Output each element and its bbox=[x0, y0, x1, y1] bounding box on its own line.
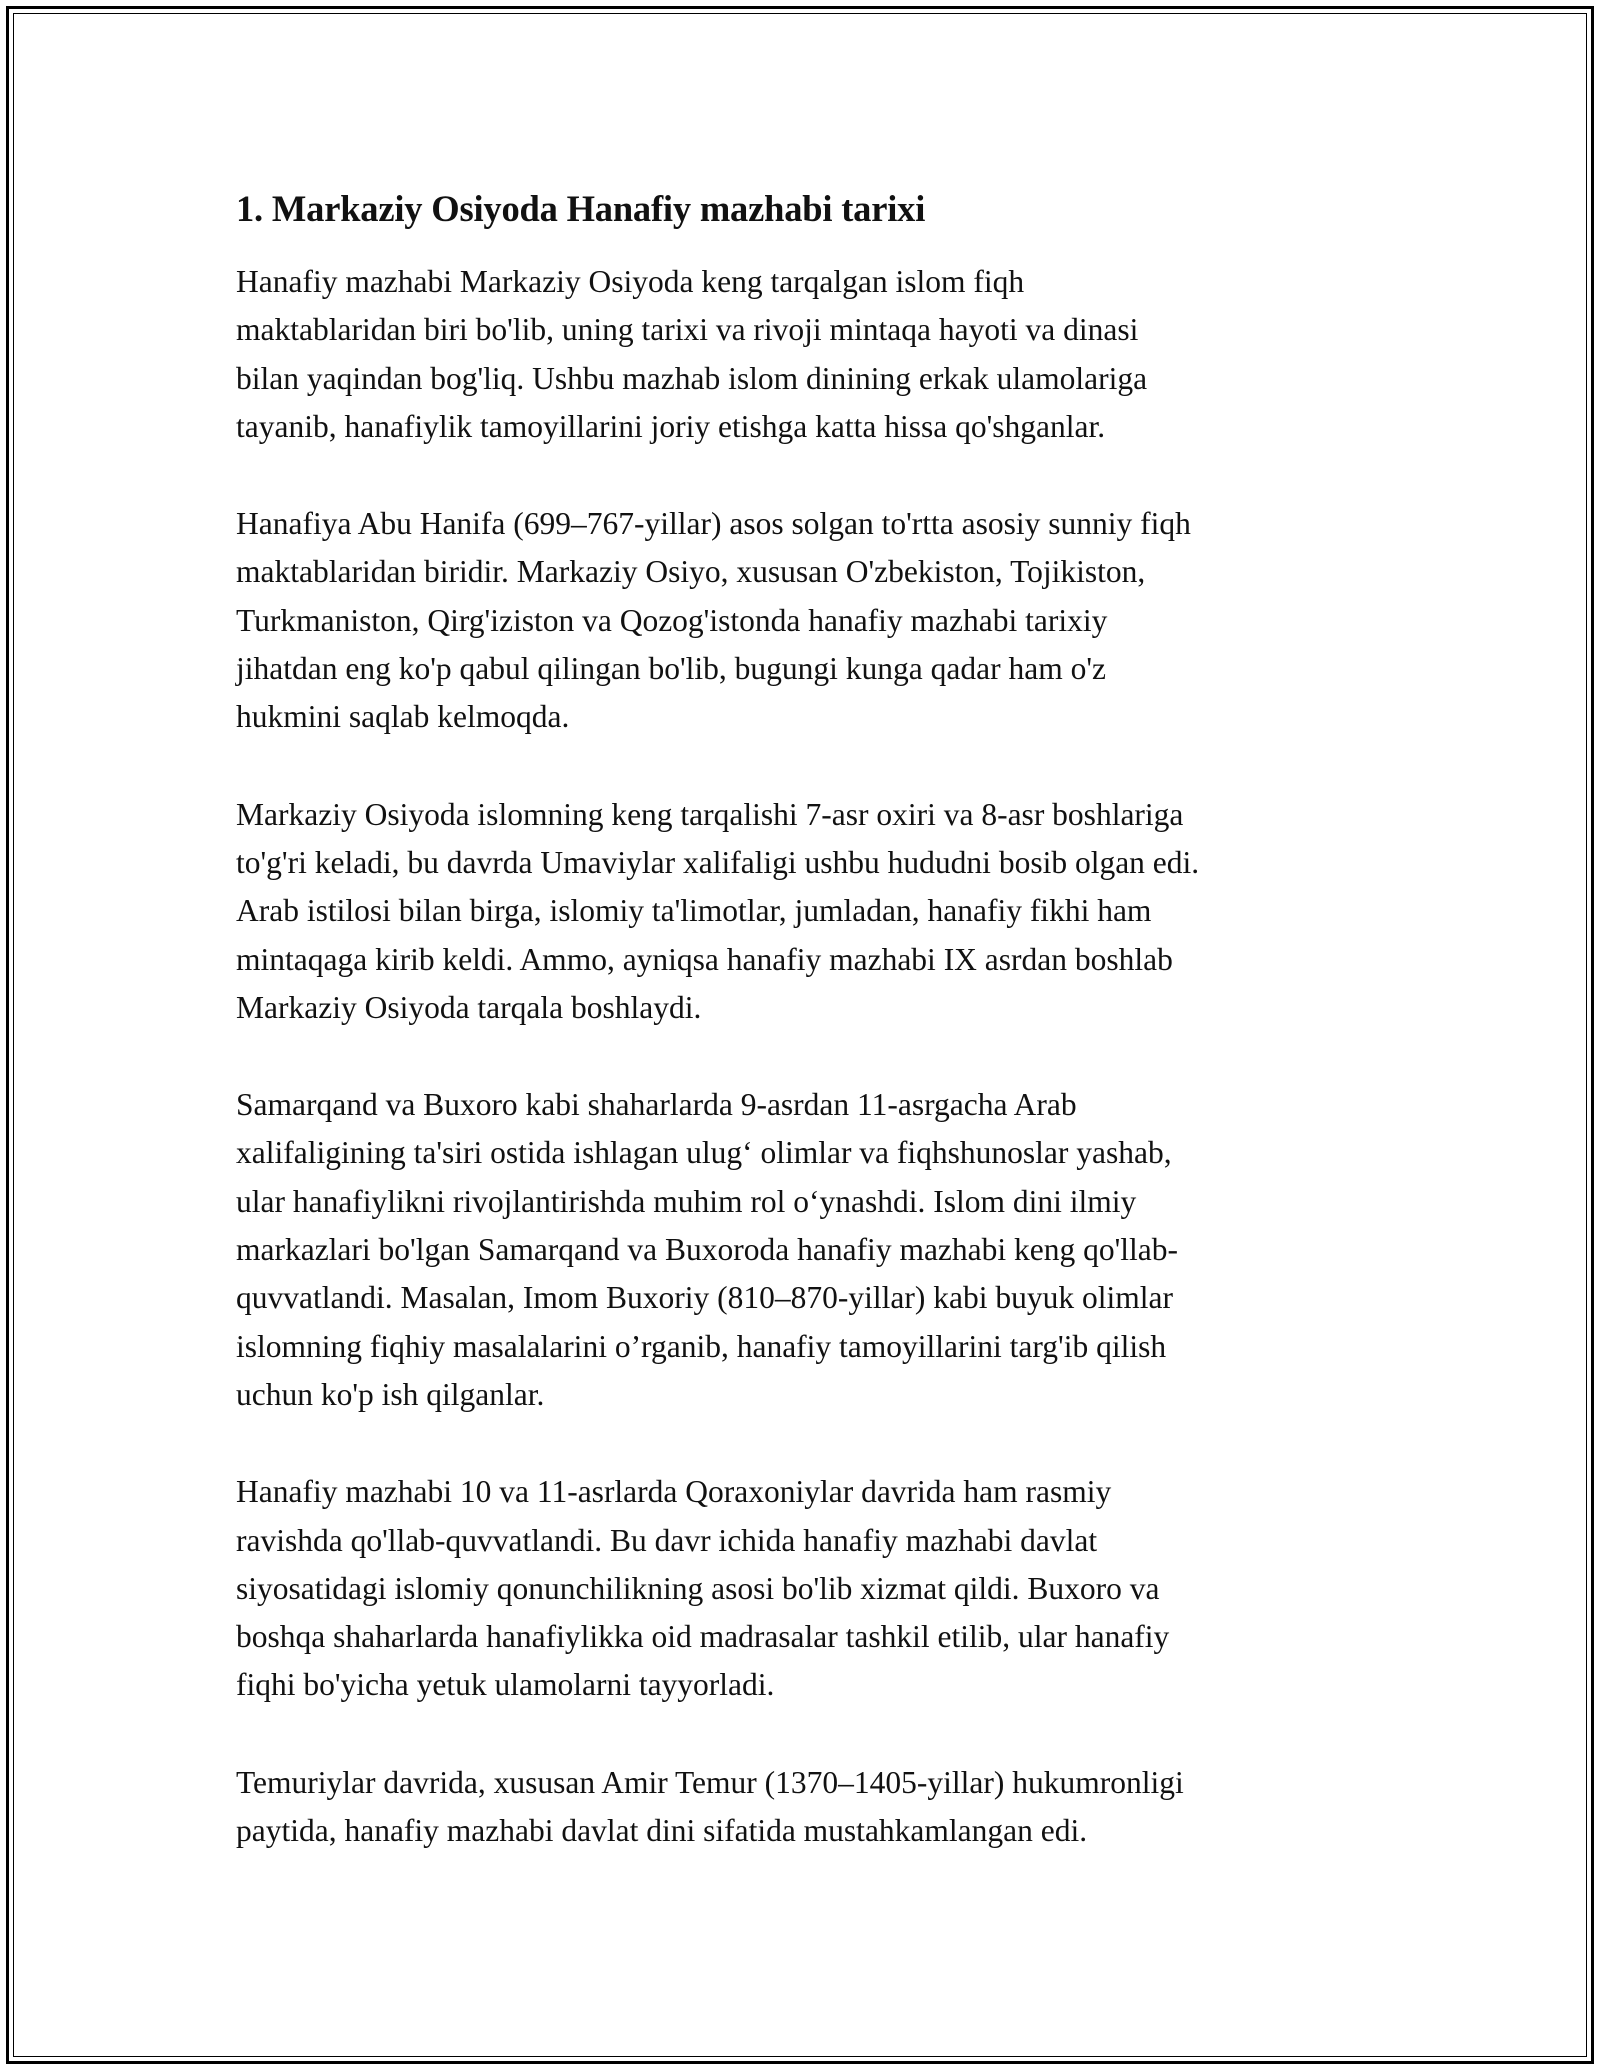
document-body bbox=[236, 186, 1366, 1855]
paragraph-5: Hanafiy mazhabi 10 va 11-asrlarda Qoraxoniylar davrida ham rasmiy ravishda qo'llab-quvvatlandi. Bu davr ichida hanafiy mazhabi davlat siyosatidagi islomiy qonunchilikning asosi bo'lib xizmat qildi. Buxoro va boshqa shaharlarda hanafiylikka oid madrasalar tashkil etilib, ular hanafiy fiqhi bo'yicha yetuk ulamolarni tayyorladi. bbox=[236, 1474, 1170, 1703]
paragraph-6: Temuriylar davrida, xususan Amir Temur (1370–1405-yillar) hukumronligi paytida, hanafiy mazhabi davlat dini sifatida mustahkamlangan edi. bbox=[236, 1764, 1184, 1849]
paragraph-3: Markaziy Osiyoda islomning keng tarqalishi 7-asr oxiri va 8-asr boshlariga to'g'ri keladi, bu davrda Umaviylar xalifaligi ushbu hududni bosib olgan edi. Arab istilosi bilan birga, islomiy ta'limotlar, jumladan, hanafiy fikhi ham mintaqaga kirib keldi. Ammo, ayniqsa hanafiy mazhabi IX asrdan boshlab Markaziy Osiyoda tarqala boshlaydi. bbox=[236, 796, 1200, 1025]
paragraph-1: Hanafiy mazhabi Markaziy Osiyoda keng tarqalgan islom fiqh maktablaridan biri bo'lib, uning tarixi va rivoji mintaqa hayoti va dinasi bilan yaqindan bog'liq. Ushbu mazhab islom dinining erkak ulamolariga tayanib, hanafiylik tamoyillarini joriy etishga katta hissa qo'shganlar. bbox=[236, 264, 1148, 444]
section-title: 1. Markaziy Osiyoda Hanafiy mazhabi tarixi bbox=[236, 188, 926, 229]
paragraph-4: Samarqand va Buxoro kabi shaharlarda 9-asrdan 11-asrgacha Arab xalifaligining ta'siri ostida ishlagan ulug‘ olimlar va fiqhshunoslar yashab, ular hanafiylikni rivojlantirishda muhim rol o‘ynashdi. Islom dini ilmiy markazlari bo'lgan Samarqand va Buxoroda hanafiy mazhabi keng qo'llab- quvvatlandi. Masalan, Imom Buxoriy (810–870-yillar) kabi buyuk olimlar islomning fiqhiy masalalarini o’rganib, hanafiy tamoyillarini targ'ib qilish uchun ko'p ish qilganlar. bbox=[236, 1087, 1179, 1412]
paragraph-2: Hanafiya Abu Hanifa (699–767-yillar) asos solgan to'rtta asosiy sunniy fiqh maktablaridan biridir. Markaziy Osiyo, xususan O'zbekiston, Tojikiston, Turkmaniston, Qirg'iziston va Qozog'istonda hanafiy mazhabi tarixiy jihatdan eng ko'p qabul qilingan bo'lib, bugungi kunga qadar ham o'z hukmini saqlab kelmoqda. bbox=[236, 506, 1191, 735]
